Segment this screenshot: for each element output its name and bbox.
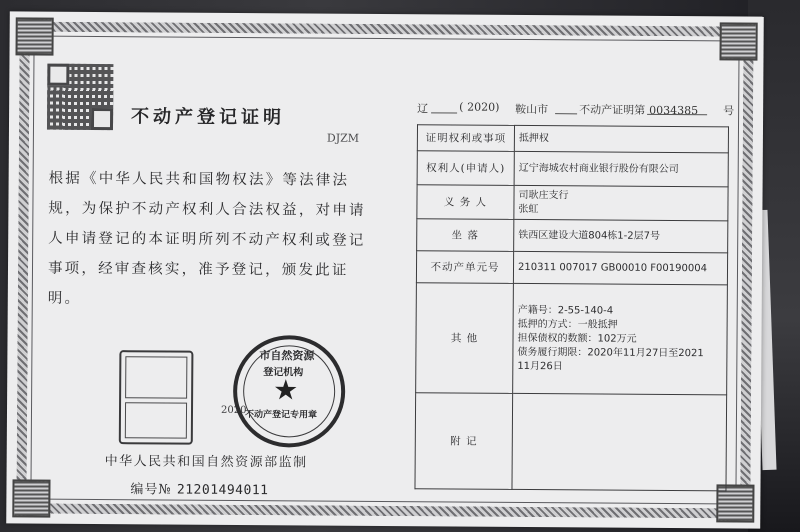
certificate-number [130, 478, 268, 498]
header-number: 0034385 [649, 103, 699, 118]
table-row [415, 393, 727, 491]
header-province: 辽 [417, 102, 429, 116]
row-label: 证明权利或事项 [417, 125, 514, 152]
underline [431, 112, 457, 113]
value-line: 担保债权的数额：102万元 [517, 332, 637, 345]
header-year: 2020 [467, 100, 496, 114]
stamp-text-bottom: 不动产登记专用章 [244, 410, 318, 421]
value-line: 抵押的方式：一般抵押 [517, 318, 618, 331]
value-line: 司耿庄支行 [518, 189, 569, 201]
row-label: 义 务 人 [417, 185, 514, 220]
star-icon: ★ [273, 373, 299, 407]
certificate-paper [6, 11, 764, 528]
table-row [417, 185, 728, 221]
signature-seal-top [125, 356, 187, 398]
row-value [514, 151, 728, 186]
stamp-year: 2020 [220, 404, 247, 417]
table-row [417, 125, 728, 153]
header-type: 不动产证明第 [579, 103, 646, 117]
stamp-text-top: 市自然资源 [259, 349, 315, 363]
row-label: 坐 落 [417, 219, 514, 252]
header-city: 鞍山市 [515, 102, 549, 117]
certificate-paragraph: 根据《中华人民共和国物权法》等法律法规，为保护不动产权利人合法权益，对申请人申请登记的本证明所列不动产权利或登记事项，经审查核实，准予登记，颁发此证明。 [47, 170, 366, 307]
official-stamp [233, 335, 346, 448]
value-line: 产籍号：2-55-140-4 [517, 304, 614, 317]
qr-code [47, 64, 113, 130]
value-line: 抵押权 [518, 132, 549, 144]
cert-number-label: 编号№ [130, 482, 172, 498]
value-line: 辽宁海城农村商业银行股份有限公司 [518, 162, 679, 175]
row-value [513, 283, 728, 394]
row-value [513, 251, 727, 284]
document-title: 不动产登记证明 [130, 106, 286, 129]
row-label: 附 记 [415, 393, 513, 490]
corner-ornament [15, 17, 53, 55]
stamp-text-mid: 登记机构 [263, 367, 304, 379]
value-line: 铁西区建设大道804栋1-2层7号 [518, 229, 661, 242]
row-value [514, 219, 728, 252]
row-label: 权利人(申请人) [417, 151, 514, 186]
serial-mark: DJZM [326, 131, 360, 145]
underline [555, 113, 577, 114]
corner-ornament [719, 22, 757, 60]
value-line: 债务履行期限：2020年11月27日至2021 [517, 346, 704, 359]
registration-table [414, 124, 729, 491]
row-label: 其 他 [416, 283, 514, 394]
row-label: 不动产单元号 [416, 251, 513, 284]
signature-seal-bottom [125, 402, 187, 438]
cert-number-value: 21201494011 [176, 482, 269, 499]
header-suffix: 号 [723, 104, 735, 118]
table-row [416, 251, 727, 285]
issuer-line: 中华人民共和国自然资源部监制 [104, 454, 308, 471]
row-value [514, 185, 728, 220]
corner-ornament [12, 479, 50, 517]
value-line: 11月26日 [517, 360, 563, 372]
signature-seal [119, 350, 194, 445]
table-row [417, 151, 728, 187]
row-value [512, 393, 727, 490]
header-paren-close: ) [495, 100, 500, 114]
header-paren-open: ( [459, 100, 464, 114]
table-row [417, 219, 728, 253]
row-value [514, 125, 728, 152]
table-row [416, 283, 728, 395]
value-line: 210311 007017 GB00010 F00190004 [517, 261, 708, 274]
value-line: 张虹 [518, 203, 539, 215]
